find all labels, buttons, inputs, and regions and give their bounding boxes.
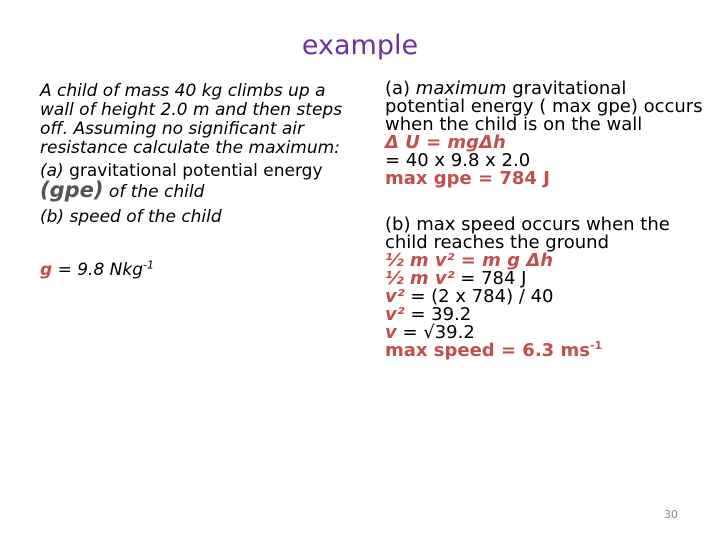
answer-a-maximum: maximum [410, 78, 507, 99]
gravity-constant [40, 258, 355, 280]
answer-a-statement [385, 80, 705, 134]
answer-b-line4-rhs: = 39.2 [404, 304, 472, 325]
answer-b-line5-rhs: = √39.2 [396, 322, 475, 343]
page-number: 30 [664, 508, 678, 521]
answer-a-rest: gravitational potential energy ( max gpe) occurs when the child is on the wall [385, 78, 703, 135]
g-symbol: g [40, 260, 53, 280]
part-a-text: gravitational potential energy [63, 161, 323, 181]
answer-b-line4-lhs: v² [385, 304, 405, 325]
answer-b-line1: ½ m v² = m g Δh [385, 250, 554, 271]
part-a-suffix: of the child [103, 182, 205, 202]
answer-b-line2-rhs: = 784 J [454, 268, 527, 289]
part-a-question [40, 162, 355, 202]
g-value: = 9.8 Nkg [52, 260, 144, 280]
answer-b-result-exponent: -1 [589, 339, 603, 352]
answer-a-result: max gpe = 784 J [385, 168, 550, 189]
answer-a-formula: Δ U = mgΔh [385, 132, 506, 153]
answer-a-substitution: = 40 x 9.8 x 2.0 [385, 150, 531, 171]
slide-title: example [301, 30, 419, 61]
answer-b-line3-lhs: v² [385, 286, 405, 307]
part-a-label: (a) [40, 161, 64, 181]
solution-column [385, 80, 705, 360]
answer-b-result [385, 339, 705, 361]
gpe-abbrev: (gpe) [40, 178, 104, 202]
answer-b-line2-lhs: ½ m v² [385, 268, 455, 289]
g-exponent: -1 [143, 258, 154, 272]
problem-column [40, 82, 355, 280]
answer-b-line5-lhs: v [385, 322, 397, 343]
answer-b-line3-rhs: = (2 x 784) / 40 [404, 286, 554, 307]
answer-a-label: (a) [385, 78, 411, 99]
problem-statement: A child of mass 40 kg climbs up a wall of height 2.0 m and then steps off. Assuming no significant air resistance calculate the maximum: [40, 81, 343, 158]
answer-b-intro: (b) max speed occurs when the child reaches the ground [385, 214, 670, 253]
part-b-question: (b) speed of the child [40, 207, 222, 227]
answer-b-result-text: max speed = 6.3 ms [385, 340, 590, 361]
